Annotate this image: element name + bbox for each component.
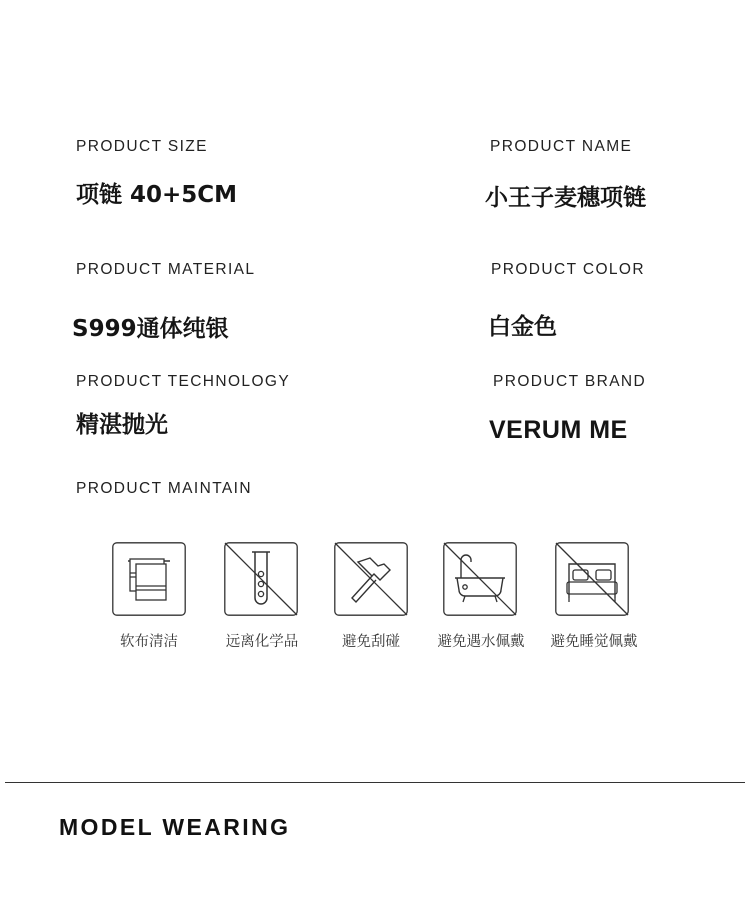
product-name-label: PRODUCT NAME (490, 138, 633, 155)
product-technology-value: 精湛抛光 (76, 412, 168, 438)
product-size-label: PRODUCT SIZE (76, 138, 208, 155)
care-caption-sleep: 避免睡觉佩戴 (550, 634, 638, 650)
product-color-value: 白金色 (488, 314, 557, 340)
product-color-label: PRODUCT COLOR (491, 261, 645, 278)
test-tube-icon (224, 542, 298, 616)
product-brand-value: VERUM ME (489, 416, 628, 444)
product-size-value: 项链 40+5CM (76, 182, 238, 208)
bed-icon (555, 542, 629, 616)
product-brand-label: PRODUCT BRAND (493, 373, 647, 390)
product-material-value: S999通体纯银 (72, 316, 229, 342)
section-divider (5, 782, 745, 783)
care-caption-soft-cloth: 软布清洁 (120, 634, 178, 650)
care-caption-water: 避免遇水佩戴 (437, 634, 525, 650)
bathtub-icon (443, 542, 517, 616)
care-caption-chemicals: 远离化学品 (225, 634, 299, 650)
product-material-label: PRODUCT MATERIAL (76, 261, 256, 278)
model-wearing-title: MODEL WEARING (59, 814, 291, 840)
product-name-value: 小王子麦穗项链 (485, 185, 646, 211)
care-caption-scratches: 避免刮碰 (342, 634, 400, 650)
towel-icon (112, 542, 186, 616)
product-technology-label: PRODUCT TECHNOLOGY (76, 373, 291, 390)
product-maintain-label: PRODUCT MAINTAIN (76, 480, 252, 497)
hammer-icon (334, 542, 408, 616)
